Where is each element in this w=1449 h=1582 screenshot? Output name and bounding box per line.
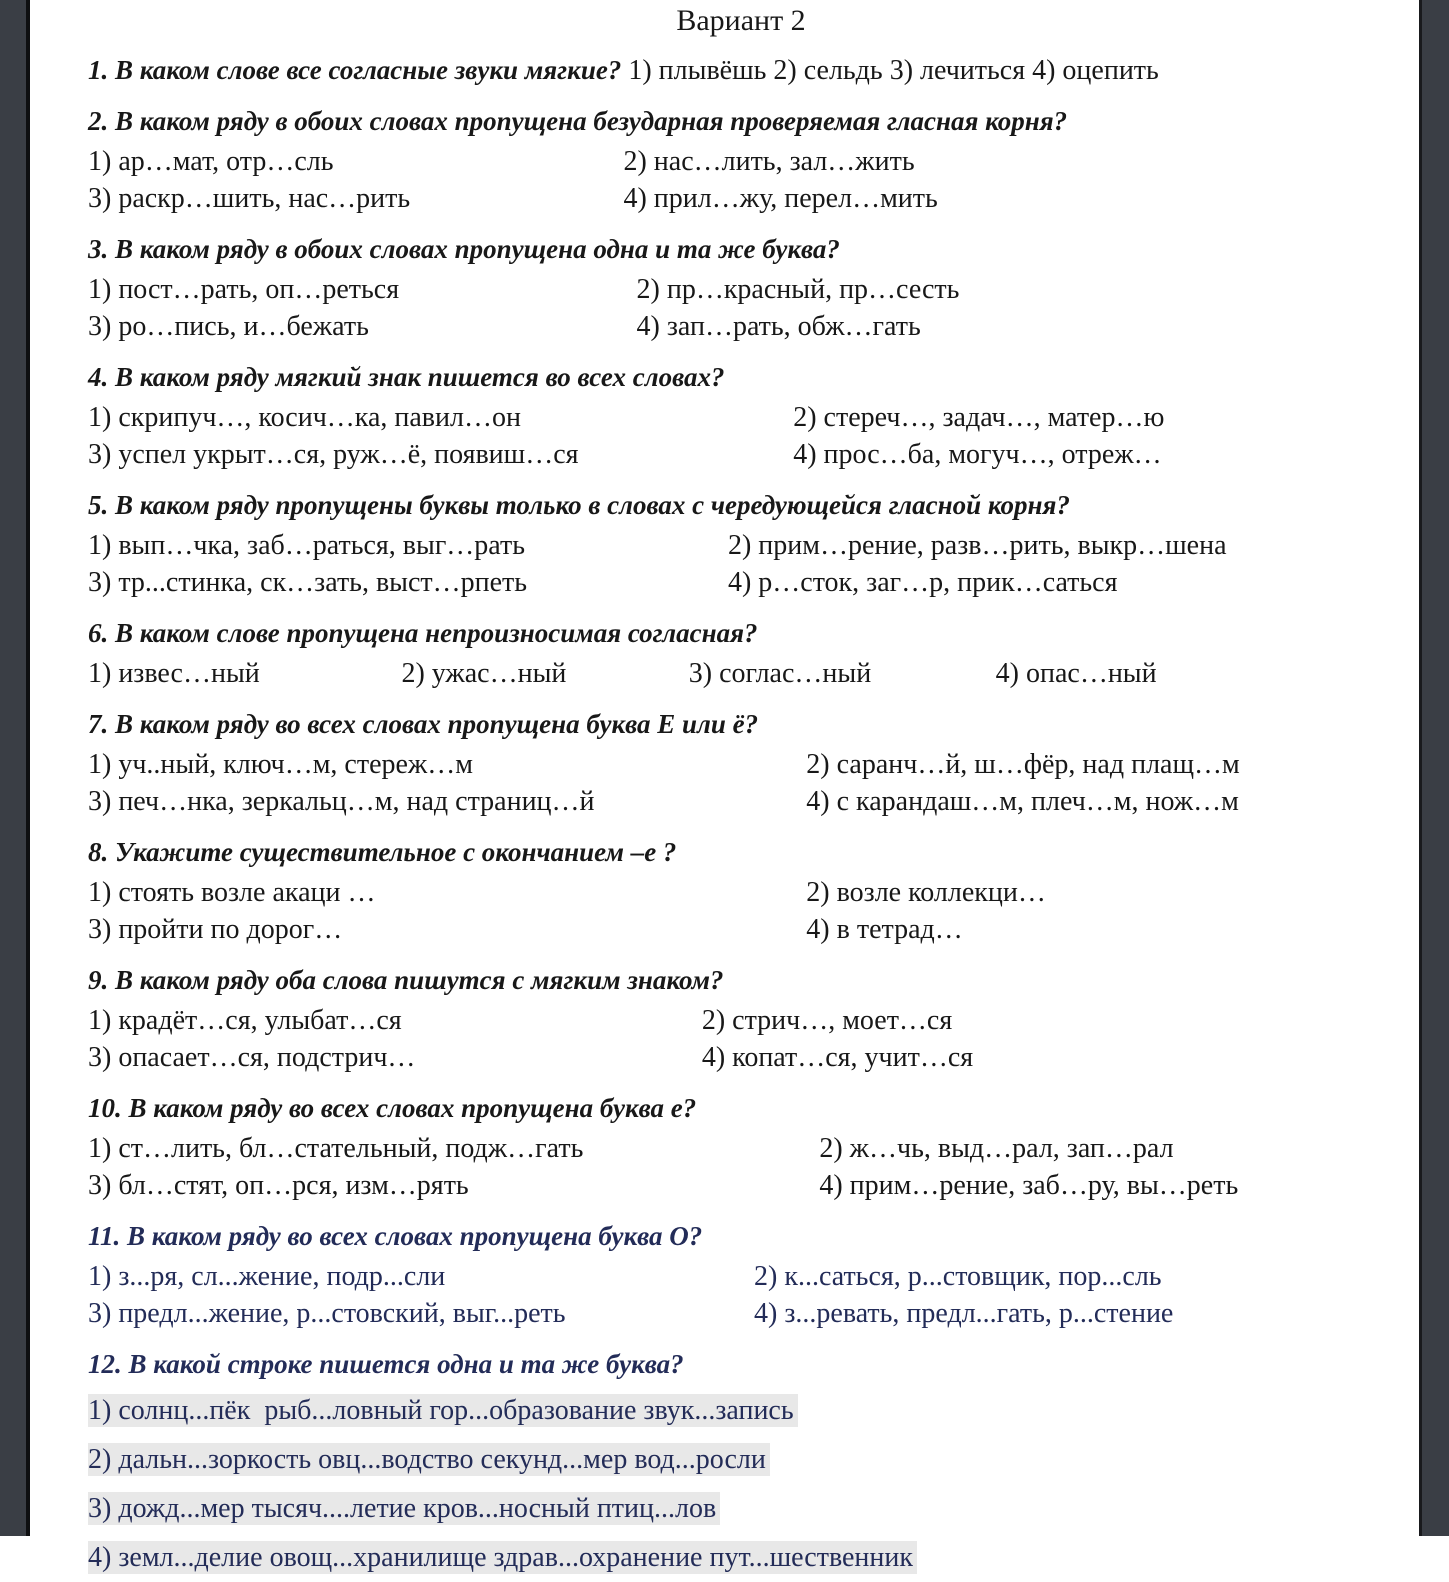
question-4-option-2: 2) стереч…, задач…, матер…ю	[793, 402, 1165, 433]
question-10	[88, 1090, 1394, 1204]
question-10-prompt: 10. В каком ряду во всех словах пропущена буква е?	[88, 1093, 697, 1123]
question-12-option-1: 1) солнц...пёк рыб...ловный гор...образование звук...запись	[88, 1386, 1394, 1435]
question-3	[88, 231, 1394, 345]
question-3-option-4: 4) зап…рать, обж…гать	[636, 311, 921, 342]
question-8-prompt: 8. Укажите существительное с окончанием –е ?	[88, 837, 677, 867]
question-8-options	[88, 874, 1394, 948]
question-5-option-4: 4) р…сток, заг…р, прик…саться	[727, 567, 1118, 598]
question-11-option-3: 3) предл...жение, р...стовский, выг...реть	[88, 1298, 566, 1329]
question-7-prompt: 7. В каком ряду во всех словах пропущена буква Е или ё?	[88, 709, 759, 739]
question-7	[88, 706, 1394, 820]
question-10-option-2: 2) ж…чь, выд…рал, зап…рал	[819, 1133, 1174, 1164]
question-8-option-1: 1) стоять возле акаци …	[88, 877, 376, 908]
question-12-option-3: 3) дожд...мер тысяч....летие кров...носный птиц...лов	[88, 1484, 1394, 1533]
right-border-bar	[1419, 0, 1449, 1536]
question-6-option-4: 4) опас…ный	[995, 658, 1157, 689]
question-10-option-1: 1) ст…лить, бл…стательный, подж…гать	[88, 1133, 584, 1164]
question-10-options	[88, 1130, 1394, 1204]
question-12-option-4: 4) земл...делие овощ...хранилище здрав...охранение пут...шественник	[88, 1533, 1394, 1582]
question-6	[88, 615, 1394, 692]
question-1-options: 1) плывёшь 2) сельдь 3) лечиться 4) оцепить	[621, 55, 1159, 86]
question-9	[88, 962, 1394, 1076]
document-page	[34, 0, 1416, 1573]
question-5-option-3: 3) тр...стинка, ск…зать, выст…рпеть	[88, 567, 528, 598]
question-12-prompt: 12. В какой строке пишется одна и та же буква?	[88, 1349, 684, 1379]
question-10-option-4: 4) прим…рение, заб…ру, вы…реть	[819, 1170, 1239, 1201]
question-8-option-3: 3) пройти по дорог…	[88, 914, 343, 945]
question-3-option-3: 3) ро…пись, и…бежать	[88, 311, 369, 342]
question-1-prompt: 1. В каком слове все согласные звуки мягкие? 1) плывёшь 2) сельдь 3) лечиться 4) оцепить	[88, 55, 1159, 86]
question-2	[88, 103, 1394, 217]
question-7-option-4: 4) с карандаш…м, плеч…м, нож…м	[806, 786, 1239, 817]
question-11-prompt: 11. В каком ряду во всех словах пропущена буква О?	[88, 1221, 703, 1251]
question-5-option-2: 2) прим…рение, разв…рить, выкр…шена	[727, 530, 1227, 561]
question-5	[88, 487, 1394, 601]
questions	[88, 52, 1394, 1582]
question-4-option-4: 4) прос…ба, могуч…, отреж…	[793, 439, 1162, 470]
question-8	[88, 834, 1394, 948]
question-6-prompt: 6. В каком слове пропущена непроизносимая согласная?	[88, 618, 758, 648]
question-4-option-1: 1) скрипуч…, косич…ка, павил…он	[88, 402, 521, 433]
question-5-option-1: 1) вып…чка, заб…раться, выг…рать	[88, 530, 526, 561]
question-8-option-2: 2) возле коллекци…	[806, 877, 1046, 908]
question-3-prompt: 3. В каком ряду в обоих словах пропущена одна и та же буква?	[88, 234, 840, 264]
question-4-option-3: 3) успел укрыт…ся, руж…ё, появиш…ся	[88, 439, 579, 470]
question-11-option-2: 2) к...саться, р...стовщик, пор...сль	[754, 1261, 1162, 1292]
question-10-option-3: 3) бл…стят, оп…рся, изм…рять	[88, 1170, 469, 1201]
question-11	[88, 1218, 1394, 1332]
question-11-option-4: 4) з...ревать, предл...гать, р...стение	[754, 1298, 1174, 1329]
question-3-options	[88, 271, 1394, 345]
question-1	[88, 52, 1394, 89]
question-9-option-4: 4) копат…ся, учит…ся	[701, 1042, 974, 1073]
question-9-options	[88, 1002, 1394, 1076]
question-6-option-3: 3) соглас…ный	[688, 658, 872, 689]
question-3-option-1: 1) пост…рать, оп…реться	[88, 274, 400, 305]
question-11-options	[88, 1258, 1394, 1332]
question-4-prompt: 4. В каком ряду мягкий знак пишется во всех словах?	[88, 362, 725, 392]
question-4	[88, 359, 1394, 473]
question-6-options	[88, 655, 1394, 692]
question-6-option-1: 1) извес…ный	[88, 658, 260, 689]
question-7-option-1: 1) уч..ный, ключ…м, стереж…м	[88, 749, 473, 780]
question-9-option-1: 1) крадёт…ся, улыбат…ся	[88, 1005, 402, 1036]
question-9-prompt: 9. В каком ряду оба слова пишутся с мягким знаком?	[88, 965, 724, 995]
question-2-prompt: 2. В каком ряду в обоих словах пропущена безударная проверяемая гласная корня?	[88, 106, 1068, 136]
question-7-option-2: 2) саранч…й, ш…фёр, над плащ…м	[806, 749, 1240, 780]
question-3-option-2: 2) пр…красный, пр…сесть	[636, 274, 960, 305]
question-9-option-3: 3) опасает…ся, подстрич…	[88, 1042, 416, 1073]
question-2-option-3: 3) раскр…шить, нас…рить	[88, 183, 411, 214]
question-2-options	[88, 143, 1394, 217]
question-9-option-2: 2) стрич…, моет…ся	[701, 1005, 953, 1036]
left-border-bar	[0, 0, 30, 1536]
page-title: Вариант 2	[676, 4, 806, 37]
question-5-options	[88, 527, 1394, 601]
question-6-option-2: 2) ужас…ный	[401, 658, 567, 689]
question-11-option-1: 1) з...ря, сл...жение, подр...сли	[88, 1261, 446, 1292]
question-2-option-1: 1) ар…мат, отр…сль	[88, 146, 334, 177]
question-12	[88, 1346, 1394, 1582]
question-7-option-3: 3) печ…нка, зеркальц…м, над страниц…й	[88, 786, 595, 817]
question-2-option-2: 2) нас…лить, зал…жить	[623, 146, 915, 177]
question-4-options	[88, 399, 1394, 473]
question-7-options	[88, 746, 1394, 820]
question-5-prompt: 5. В каком ряду пропущены буквы только в словах с чередующейся гласной корня?	[88, 490, 1070, 520]
question-12-options	[88, 1386, 1394, 1582]
question-2-option-4: 4) прил…жу, перел…мить	[623, 183, 938, 214]
question-8-option-4: 4) в тетрад…	[806, 914, 963, 945]
question-12-option-2: 2) дальн...зоркость овц...водство секунд...мер вод...росли	[88, 1435, 1394, 1484]
